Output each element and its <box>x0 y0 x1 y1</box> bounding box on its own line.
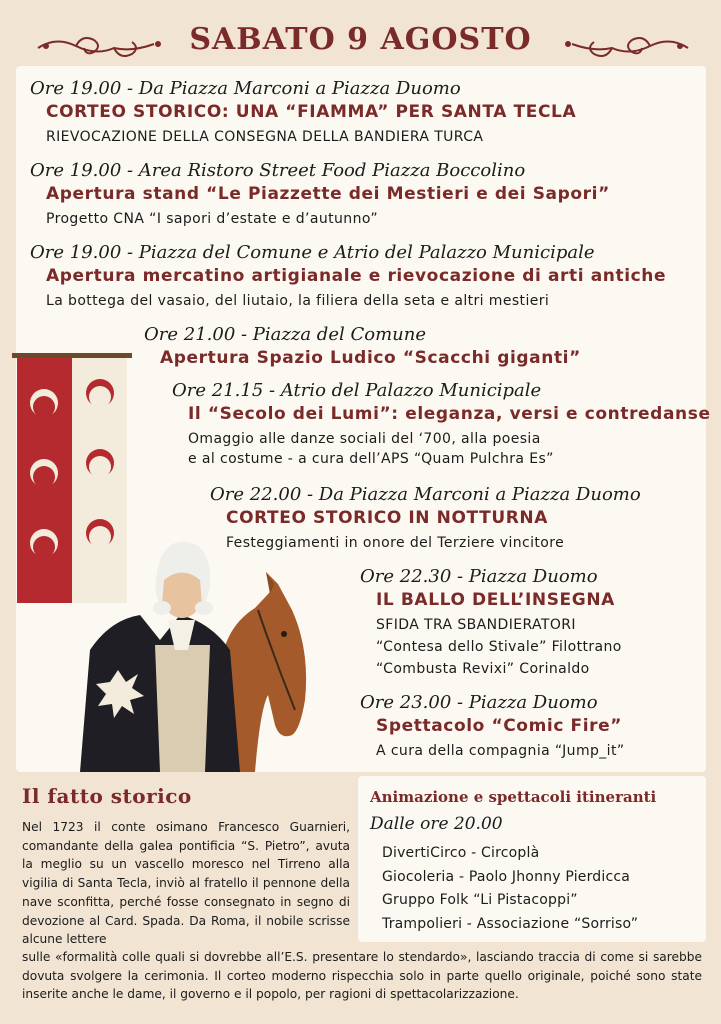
title-bar <box>0 14 721 64</box>
event-time: Ore 23.00 - Piazza Duomo <box>360 692 598 713</box>
animazione-box <box>358 776 706 942</box>
event-description: “Combusta Revixi” Corinaldo <box>376 661 590 677</box>
list-item: Trampolieri - Associazione “Sorriso” <box>382 915 639 932</box>
event-description: “Contesa dello Stivale” Filottrano <box>376 639 622 655</box>
event-4 <box>144 324 581 368</box>
animazione-time: Dalle ore 20.00 <box>370 814 503 834</box>
event-5 <box>172 380 711 469</box>
storico-text: Nel 1723 il conte osimano Francesco Guarnieri, comandante della galea pontificia “S. Pietro”, avuta la meglio su un vascello moresco nel Tirreno alla vigilia di Santa Tecla, inviò al fratello il pennone della nave sconfitta, perché fosse consegnato in segno di devozione al Card. Spada. Da Roma, il nobile scrisse alcune lettere <box>22 820 350 947</box>
event-description: SFIDA TRA SBANDIERATORI <box>376 617 576 633</box>
event-description: Progetto CNA “I sapori d’estate e d’autunno” <box>46 211 378 227</box>
storico-text-continued: sulle «formalità colle quali si dovrebbe all’E.S. presentare lo stendardo», lasciando traccia di come si sarebbe dovuta svolgere la cerimonia. Il corteo moderno rispecchia solo in parte quello originale, poiché sono state inserite anche le dame, il governo e il popolo, per ragioni di spettacolarizzazione. <box>22 950 702 1002</box>
event-1 <box>30 78 576 147</box>
list-item: DivertiCirco - Circoplà <box>382 845 540 861</box>
event-title: Apertura stand “Le Piazzette dei Mestieri e dei Sapori” <box>46 184 610 204</box>
event-title: IL BALLO DELL’INSEGNA <box>376 590 615 610</box>
event-time: Ore 21.15 - Atrio del Palazzo Municipale <box>172 380 542 401</box>
event-description: Festeggiamenti in onore del Terziere vincitore <box>226 535 565 551</box>
event-description: RIEVOCAZIONE DELLA CONSEGNA DELLA BANDIERA TURCA <box>46 129 484 145</box>
event-time: Ore 19.00 - Area Ristoro Street Food Piazza Boccolino <box>30 160 526 181</box>
flourish-right-icon <box>560 32 690 62</box>
event-title: CORTEO STORICO: UNA “FIAMMA” PER SANTA TECLA <box>46 102 577 122</box>
event-title: Apertura mercatino artigianale e rievocazione di arti antiche <box>46 266 667 286</box>
event-7 <box>360 566 622 679</box>
event-6 <box>210 484 641 553</box>
page-title: SABATO 9 AGOSTO <box>189 22 532 57</box>
event-time: Ore 21.00 - Piazza del Comune <box>144 324 426 345</box>
animazione-list <box>382 842 638 936</box>
event-description: Omaggio alle danze sociali del ‘700, alla poesia <box>188 431 541 447</box>
event-title: Apertura Spazio Ludico “Scacchi giganti” <box>160 348 581 368</box>
event-description: A cura della compagnia “Jump_it” <box>376 743 625 759</box>
event-description: La bottega del vasaio, del liutaio, la filiera della seta e altri mestieri <box>46 293 550 309</box>
event-3 <box>30 242 666 311</box>
list-item: Gruppo Folk “Li Pistacoppi” <box>382 892 578 908</box>
event-time: Ore 22.30 - Piazza Duomo <box>360 566 598 587</box>
storico-heading: Il fatto storico <box>22 784 192 808</box>
animazione-heading: Animazione e spettacoli itineranti <box>370 788 657 806</box>
event-time: Ore 22.00 - Da Piazza Marconi a Piazza Duomo <box>210 484 641 505</box>
event-title: CORTEO STORICO IN NOTTURNA <box>226 508 548 528</box>
event-time: Ore 19.00 - Piazza del Comune e Atrio del Palazzo Municipale <box>30 242 595 263</box>
event-8 <box>360 692 625 761</box>
event-title: Il “Secolo dei Lumi”: eleganza, versi e contredanse <box>188 404 711 424</box>
event-title: Spettacolo “Comic Fire” <box>376 716 623 736</box>
event-description: e al costume - a cura dell’APS “Quam Pulchra Es” <box>188 451 554 467</box>
list-item: Giocoleria - Paolo Jhonny Pierdicca <box>382 868 631 885</box>
event-2 <box>30 160 610 229</box>
event-time: Ore 19.00 - Da Piazza Marconi a Piazza Duomo <box>30 78 461 99</box>
